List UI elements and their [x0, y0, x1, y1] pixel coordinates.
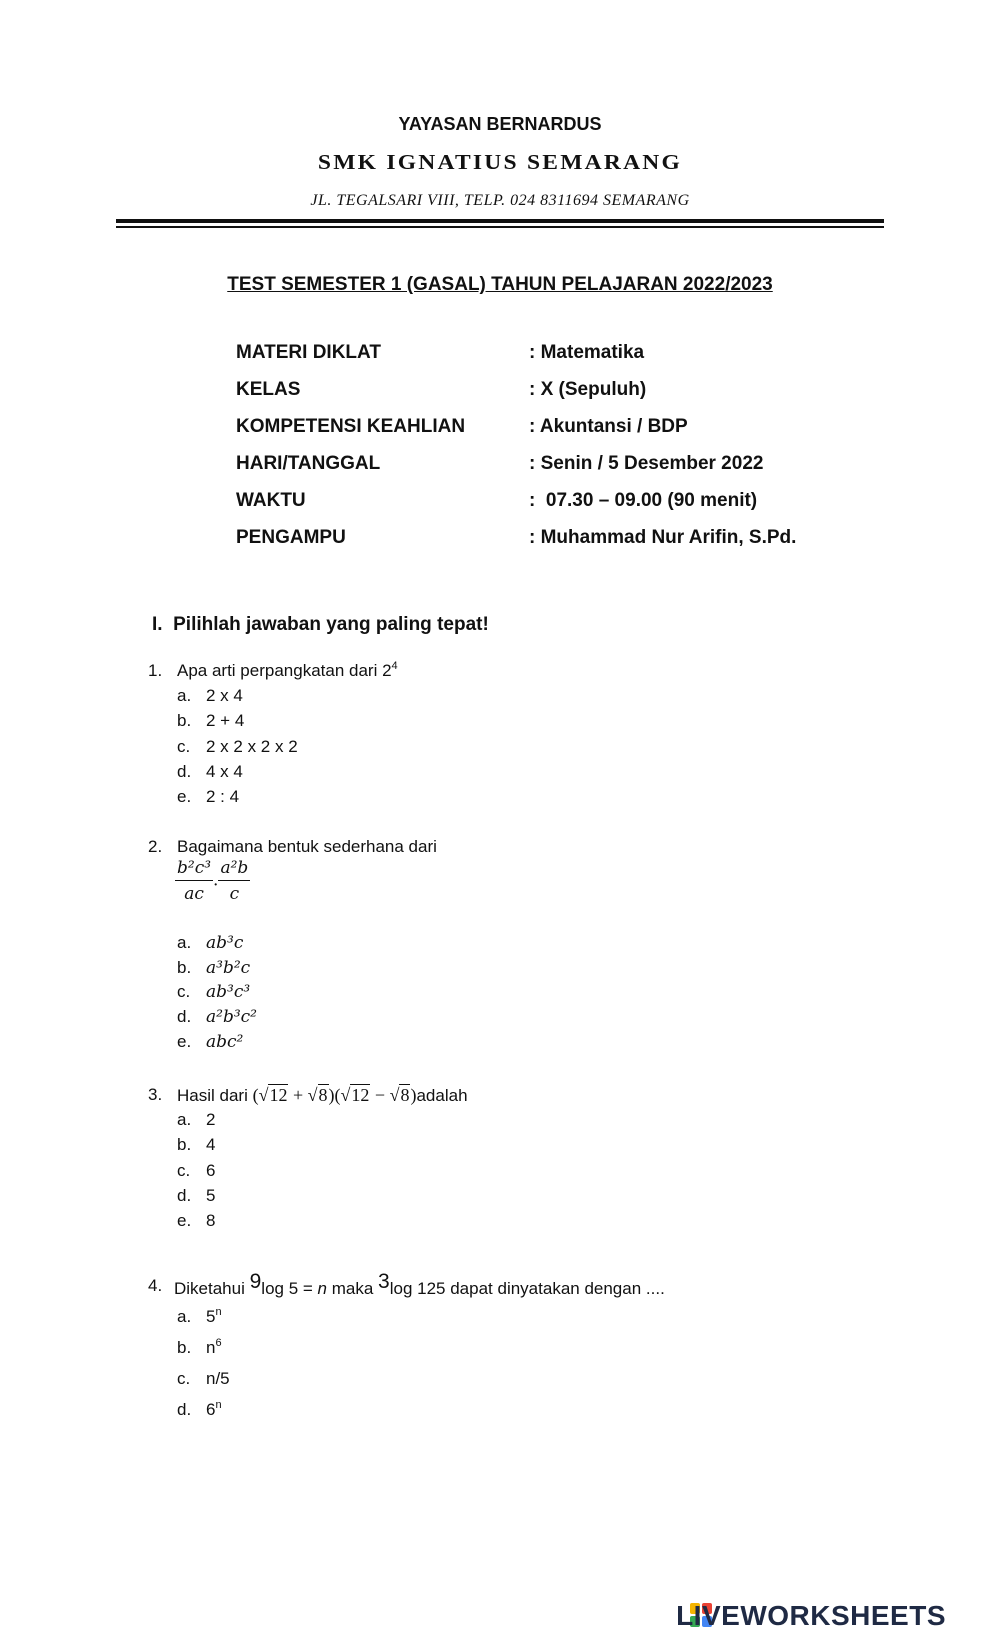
- math-expression: $\frac{\text{b²c³}}{ac}$ . $\frac{\text{a²b}}{c}$: [177, 858, 249, 904]
- option-letter: b.: [177, 958, 192, 977]
- question-number: 3.: [148, 1085, 163, 1104]
- info-label-competency: KOMPETENSI KEAHLIAN: [236, 416, 466, 437]
- info-label-time: WAKTU: [236, 490, 306, 511]
- header-rule-thick: [116, 219, 884, 223]
- question-number: 1.: [148, 661, 163, 680]
- option-letter: c.: [177, 1369, 191, 1388]
- option-letter: e.: [177, 787, 192, 806]
- option-text: abc²: [206, 1032, 244, 1052]
- info-value-date: : Senin / 5 Desember 2022: [529, 453, 764, 474]
- question-text: Diketahui 9log 5 = n maka 3log 125 dapat dinyatakan dengan ....: [174, 1270, 665, 1298]
- school-name: SMK IGNATIUS SEMARANG: [317, 150, 683, 174]
- option-letter: d.: [177, 762, 192, 781]
- option-text: 6: [206, 1161, 216, 1180]
- info-label-subject: MATERI DIKLAT: [236, 342, 381, 363]
- info-value-competency: : Akuntansi / BDP: [529, 416, 688, 437]
- option-text: 2: [206, 1110, 216, 1129]
- info-label-date: HARI/TANGGAL: [236, 453, 381, 474]
- question-text: Bagaimana bentuk sederhana dari: [177, 837, 437, 856]
- option-text: 5: [206, 1186, 216, 1205]
- option-text: a³b²c: [206, 958, 251, 978]
- liveworksheets-brand: LIVEWORKSHEETS: [676, 1600, 946, 1631]
- option-letter: c.: [177, 737, 191, 756]
- question-text: Apa arti perpangkatan dari $2^4$: [177, 660, 398, 680]
- section-title: [152, 614, 489, 636]
- option-letter: e.: [177, 1032, 192, 1051]
- option-text: 2 x 2 x 2 x 2: [206, 737, 298, 756]
- option-letter: a.: [177, 1110, 192, 1129]
- option-text: $n^6$: [206, 1337, 222, 1357]
- option-letter: c.: [177, 1161, 191, 1180]
- option-letter: d.: [177, 1007, 192, 1026]
- info-label-class: KELAS: [236, 379, 301, 400]
- option-letter: d.: [177, 1400, 192, 1419]
- option-letter: a.: [177, 1307, 192, 1326]
- option-text: 2 x 4: [206, 686, 243, 705]
- foundation-name: YAYASAN BERNARDUS: [398, 114, 602, 134]
- option-text: 4: [206, 1135, 216, 1154]
- option-text: a²b³c²: [206, 1007, 257, 1027]
- school-address: JL. TEGALSARI VIII, TELP. 024 8311694 SEMARANG: [310, 192, 690, 209]
- option-text: 6$^n$: [206, 1399, 222, 1419]
- option-text: ab³c: [206, 933, 244, 953]
- option-text: 2 : 4: [206, 787, 240, 806]
- option-text: 5$^n$: [206, 1306, 222, 1326]
- info-value-teacher: : Muhammad Nur Arifin, S.Pd.: [529, 527, 797, 548]
- option-text: 4 x 4: [206, 762, 243, 781]
- info-label-teacher: PENGAMPU: [236, 527, 346, 548]
- test-title: TEST SEMESTER 1 (GASAL) TAHUN PELAJARAN 2022/2023: [227, 274, 773, 295]
- option-text: n/5: [206, 1369, 230, 1388]
- option-letter: e.: [177, 1211, 192, 1230]
- option-letter: d.: [177, 1186, 192, 1205]
- option-text: 8: [206, 1211, 216, 1230]
- option-letter: c.: [177, 982, 191, 1001]
- option-text: ab³c³: [206, 982, 251, 1002]
- header-rule-thin: [116, 226, 884, 228]
- question-number: 2.: [148, 837, 163, 856]
- question-number: 4.: [148, 1276, 163, 1295]
- option-letter: b.: [177, 711, 192, 730]
- option-text: 2 + 4: [206, 711, 245, 730]
- info-value-class: : X (Sepuluh): [529, 379, 647, 400]
- info-value-subject: : Matematika: [529, 342, 645, 363]
- option-letter: a.: [177, 933, 192, 952]
- question-text: Hasil dari (√12 + √8)(√12 − √8)adalah: [177, 1085, 468, 1105]
- info-value-time: : 07.30 – 09.00 (90 menit): [529, 490, 758, 511]
- section-instruction: Pilihlah jawaban yang paling tepat!: [173, 614, 489, 635]
- section-number: I.: [152, 614, 163, 635]
- option-letter: b.: [177, 1135, 192, 1154]
- option-letter: a.: [177, 686, 192, 705]
- option-letter: b.: [177, 1338, 192, 1357]
